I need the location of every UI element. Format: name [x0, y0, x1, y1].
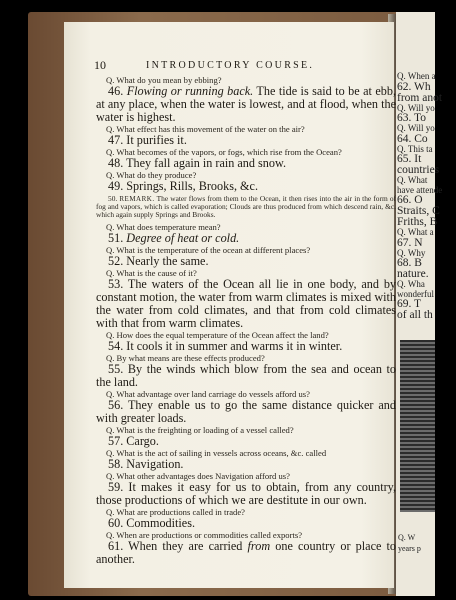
answer-number: 55.: [108, 361, 128, 376]
answer-paragraph: [96, 435, 396, 448]
question-line: Q. What effect has this movement of the water on the air?: [106, 124, 305, 134]
remark-paragraph: [96, 195, 396, 220]
right-page-line: from anot: [397, 91, 443, 104]
question-line: Q. What advantage over land carriage do vessels afford us?: [106, 388, 310, 399]
question-line: Q. When are productions or commodities called exports?: [106, 529, 303, 540]
answer-number: 49.: [108, 179, 127, 193]
question-line: Q. How does the equal temperature of the Ocean affect the land?: [106, 329, 329, 340]
right-page-line: nature.: [397, 268, 429, 280]
answer-number: 60.: [108, 515, 127, 530]
question-line: Q. What is the freighting or loading of a vessel called?: [106, 424, 294, 435]
question-line: Q. By what means are these effects produced?: [106, 352, 265, 363]
answer-text: The waters of the Ocean all lie in one body, and by constant motion, the water from warm climates is mixed with the water from cold climates, and that from cold climates with that from warm climates.: [96, 276, 397, 330]
answer-text: Nearly the same.: [126, 253, 209, 268]
answer-text: Navigation.: [126, 456, 184, 471]
right-page-line: 65. It: [397, 153, 422, 165]
answer-text: It purifies it.: [126, 133, 187, 147]
answer-paragraph: [96, 85, 396, 124]
right-page-line: 69. T: [397, 298, 422, 310]
question-line: Q. What are productions called in trade?: [106, 506, 245, 517]
answer-text: It cools it in summer and warms it in winter.: [126, 338, 343, 353]
right-page-line: Friths, B: [397, 216, 438, 228]
remark-number: 50.: [108, 194, 120, 203]
answer-number: 48.: [108, 156, 127, 170]
answer-paragraph: [96, 481, 396, 507]
answer-emphasis: Degree of heat or cold.: [126, 230, 240, 245]
answer-text: Springs, Rills, Brooks, &c.: [126, 179, 258, 193]
answer-number: 54.: [108, 338, 127, 353]
right-page-line: wonderful: [397, 288, 434, 299]
answer-text: They fall again in rain and snow.: [126, 156, 287, 170]
answer-paragraph: [96, 232, 396, 245]
right-page: [396, 12, 443, 596]
right-page-line: 62. Wh: [397, 80, 431, 93]
answer-number: 52.: [108, 253, 127, 268]
answer-paragraph: [96, 458, 396, 471]
page-content: [96, 75, 396, 566]
page-header: [64, 58, 394, 74]
question-line: Q. What is the cause of it?: [106, 267, 197, 278]
engraving-illustration: [400, 340, 435, 512]
answer-number: 47.: [108, 133, 127, 147]
answer-paragraph: [96, 157, 396, 170]
answer-number: 58.: [108, 456, 127, 471]
answer-number: 46.: [108, 84, 127, 98]
answer-paragraph: [96, 278, 396, 330]
question-line: Q. What is the act of sailing in vessels across oceans, &c. called: [106, 447, 327, 458]
right-page-line: of all th: [397, 309, 433, 321]
answer-text: The tide is said to be at ebb, at any place, when the water is lowest, and at flood, when the water is highest.: [96, 84, 397, 124]
right-page-line: have attende: [397, 184, 443, 195]
right-page-line: Q. When a: [397, 71, 436, 81]
answer-number: 57.: [108, 433, 127, 448]
answer-paragraph: [96, 134, 396, 147]
right-page-line: Q. Will yo: [397, 123, 435, 133]
right-page-line: Q. This ta: [397, 143, 433, 154]
question-line: Q. What other advantages does Navigation afford us?: [106, 470, 290, 481]
answer-text: one country or place to another.: [96, 538, 397, 566]
answer-paragraph: [96, 340, 396, 353]
answer-emphasis: Flowing or running back.: [126, 84, 254, 98]
right-page-line: 64. Co: [397, 132, 428, 145]
left-page: [64, 22, 397, 588]
right-page-line: countries: [397, 164, 440, 176]
right-page-line: 63. To: [397, 112, 427, 124]
answer-text: Cargo.: [126, 433, 159, 448]
answer-emphasis: from: [247, 538, 271, 553]
answer-paragraph: [96, 255, 396, 268]
answer-text: When they are carried: [128, 538, 248, 553]
right-page-line: Q. Why: [397, 247, 426, 258]
running-head: INTRODUCTORY COURSE.: [146, 60, 315, 71]
question-line: Q. What does temperature mean?: [106, 221, 221, 232]
answer-paragraph: [96, 517, 396, 530]
answer-text: They enable us to go the same distance quicker and with greater loads.: [96, 397, 396, 425]
answer-text: By the winds which blow from the sea and ocean to the land.: [96, 361, 397, 389]
answer-paragraph: [96, 180, 396, 193]
question-line: Q. What becomes of the vapors, or fogs, which rise from the Ocean?: [106, 147, 342, 157]
answer-number: 59.: [108, 479, 129, 494]
right-page-line: Q. What: [397, 175, 428, 185]
answer-number: 61.: [108, 538, 129, 553]
right-page-line: Straits, C: [397, 205, 440, 217]
answer-paragraph: [96, 540, 396, 566]
answer-paragraph: [96, 363, 396, 389]
page-number: 10: [94, 58, 106, 72]
right-page-line: 68. B: [397, 257, 422, 269]
answer-number: 56.: [108, 397, 128, 412]
right-page-line: Q. What a: [397, 227, 434, 237]
question-line: Q. What do you mean by ebbing?: [106, 75, 222, 85]
answer-number: 51.: [108, 230, 127, 245]
right-page-line: Q. Will yo: [397, 102, 435, 113]
answer-number: 53.: [108, 276, 128, 291]
question-line: Q. What do they produce?: [106, 170, 197, 180]
caption-line: Q. W: [398, 533, 416, 542]
caption-line: years p: [398, 544, 421, 553]
remark-text: The water flows from them to the Ocean, it then rises into the air in the form of fog and vapors, which is called evaporation; Clouds are thus produced from which descend rain, &c. which again supply Springs and Brooks.: [96, 194, 397, 220]
right-page-caption: [398, 532, 421, 554]
remark-label: REMARK.: [119, 195, 155, 203]
answer-paragraph: [96, 399, 396, 425]
answer-text: It makes it easy for us to obtain, from any country, those productions of which we are destitute in our own.: [96, 479, 396, 507]
right-page-line: 66. O: [397, 194, 423, 206]
question-line: Q. What is the temperature of the ocean at different places?: [106, 244, 311, 255]
right-page-line: Q. Wha: [397, 279, 425, 289]
right-page-line: 67. N: [397, 236, 423, 249]
answer-text: Commodities.: [126, 515, 196, 530]
